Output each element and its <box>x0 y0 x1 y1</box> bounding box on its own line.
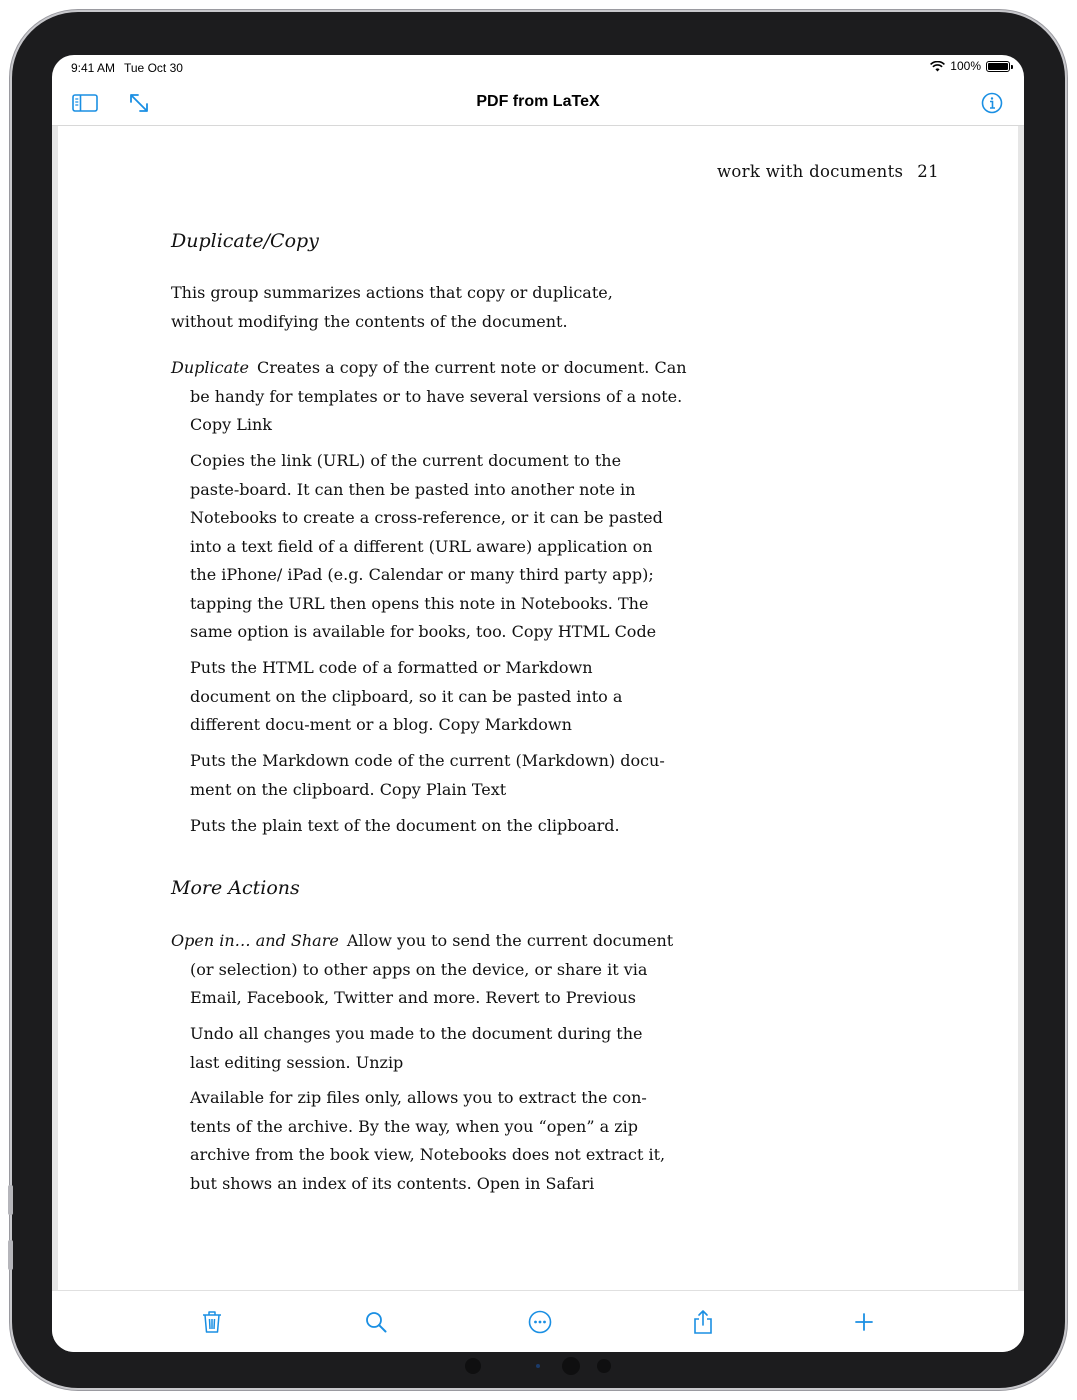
item-term: Duplicate <box>171 358 250 377</box>
add-button[interactable] <box>849 1307 879 1337</box>
paragraph-revert: Undo all changes you made to the document during the last editing session. Unzip <box>190 1024 643 1072</box>
more-icon <box>528 1310 552 1334</box>
wifi-icon <box>930 61 945 72</box>
pdf-page <box>58 126 1018 1290</box>
document-viewer[interactable] <box>52 126 1024 1290</box>
status-date: Tue Oct 30 <box>124 61 183 75</box>
running-head-title: work with documents <box>717 162 904 181</box>
description-item-open-in-share <box>171 927 690 1013</box>
search-icon <box>365 1311 387 1333</box>
paragraph-unzip: Available for zip files only, allows you to extract the con-tents of the archive. By the way, when you “open” a zip archive from the book view, Notebooks does not extract it, but shows an index of its contents. Open in Safari <box>190 1088 666 1193</box>
navigation-bar <box>52 81 1024 126</box>
info-button[interactable] <box>978 89 1006 117</box>
delete-button[interactable] <box>197 1307 227 1337</box>
section-heading-duplicate-copy: Duplicate/Copy <box>171 230 319 252</box>
item-term: Open in… and Share <box>171 931 339 950</box>
status-bar <box>52 55 1024 81</box>
share-button[interactable] <box>688 1307 718 1337</box>
page-title: PDF from LaTeX <box>476 93 600 110</box>
trash-icon <box>202 1310 222 1334</box>
volume-up-button <box>8 1185 13 1215</box>
share-icon <box>693 1309 713 1335</box>
paragraph-copy-html: Puts the HTML code of a formatted or Markdown document on the clipboard, so it can be pasted into a different docu-ment or a blog. Copy Markdown <box>190 658 623 734</box>
battery-icon <box>986 61 1010 72</box>
battery-percent: 100% <box>950 59 981 73</box>
description-item-duplicate <box>171 354 690 440</box>
paragraph-copy-plain-text: Puts the plain text of the document on the clipboard. <box>190 816 620 835</box>
paragraph-copy-link: Copies the link (URL) of the current document to the paste-board. It can then be pasted into another note in Notebooks to create a cross-reference, or it can be pasted into a text field of a different (URL aware) application on the iPhone/ iPad (e.g. Calendar or many third party app); tapping the URL then opens this note in Notebooks. The same option is available for books, too. Copy HTML Code <box>190 451 663 641</box>
status-right <box>930 59 1010 73</box>
screen <box>52 55 1024 1352</box>
home-indicator <box>460 1357 620 1375</box>
item-text: Creates a copy of the current note or document. Can be handy for templates or to have several versions of a note. Copy Link <box>190 358 687 434</box>
running-head <box>717 162 939 181</box>
bottom-toolbar <box>52 1290 1024 1352</box>
volume-down-button <box>8 1240 13 1270</box>
section-intro: This group summarizes actions that copy or duplicate, without modifying the contents of the document. <box>171 283 613 331</box>
item-text: Allow you to send the current document (or selection) to other apps on the device, or share it via Email, Facebook, Twitter and more. Revert to Previous <box>190 931 674 1007</box>
search-button[interactable] <box>361 1307 391 1337</box>
more-button[interactable] <box>525 1307 555 1337</box>
paragraph-copy-markdown: Puts the Markdown code of the current (Markdown) docu-ment on the clipboard. Copy Plain Text <box>190 751 665 799</box>
section-heading-more-actions: More Actions <box>171 877 300 899</box>
info-icon <box>981 92 1003 114</box>
plus-icon <box>854 1312 874 1332</box>
status-time: 9:41 AM <box>71 61 116 75</box>
page-number: 21 <box>917 162 939 181</box>
